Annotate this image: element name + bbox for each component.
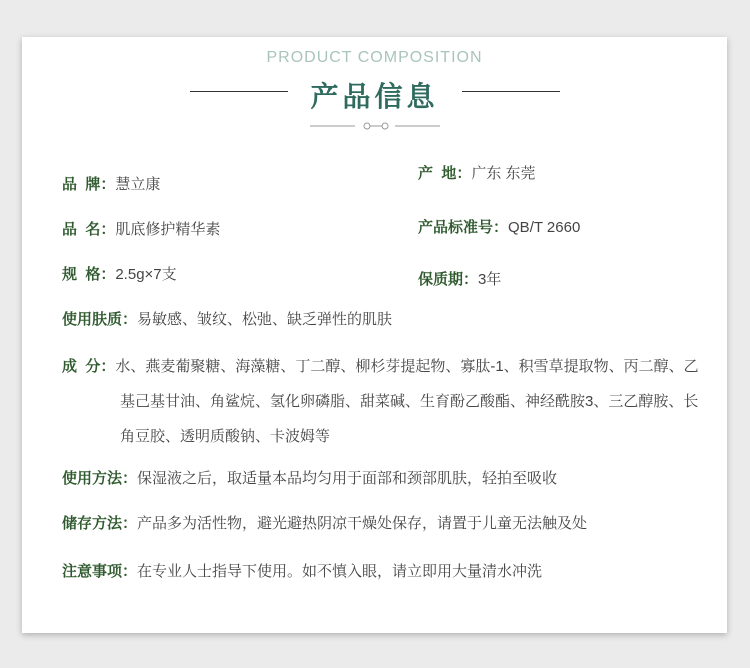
skin-row: 使用肤质：易敏感、皱纹、松弛、缺乏弹性的肌肤 xyxy=(62,311,393,328)
standard-row: 产品标准号：QB/T 2660 xyxy=(418,219,581,236)
section-title: 产品信息 xyxy=(310,80,439,113)
notes-row: 注意事项：在专业人士指导下使用。如不慎入眼，请立即用大量清水冲洗 xyxy=(62,563,543,580)
origin-row: 产 地：广东 东莞 xyxy=(418,165,536,182)
shelf-row: 保质期：3年 xyxy=(418,271,502,288)
usage-row: 使用方法：保湿液之后，取适量本品均匀用于面部和颈部肌肤，轻拍至吸收 xyxy=(62,470,558,487)
section-subtitle: PRODUCT COMPOSITION xyxy=(266,49,483,66)
storage-row: 储存方法：产品多为活性物，避光避热阴凉干燥处保存，请置于儿童无法触及处 xyxy=(62,515,588,532)
divider-right xyxy=(462,91,560,92)
spec-row: 规 格：2.5g×7支 xyxy=(62,266,177,283)
ornament-icon xyxy=(310,121,440,131)
product-info-card xyxy=(22,37,727,633)
brand-row: 品 牌：慧立康 xyxy=(62,176,161,193)
name-row: 品 名：肌底修护精华素 xyxy=(62,221,221,238)
ingredients-row: 成 分：水、燕麦葡聚糖、海藻糖、丁二醇、柳杉芽提起物、寡肽-1、积雪草提取物、丙二醇、乙基己基甘油、角鲨烷、氢化卵磷脂、甜菜碱、生育酚乙酸酯、神经酰胺3、三乙醇胺、长角豆胶、透明质酸钠、卡波姆等 xyxy=(62,358,699,445)
